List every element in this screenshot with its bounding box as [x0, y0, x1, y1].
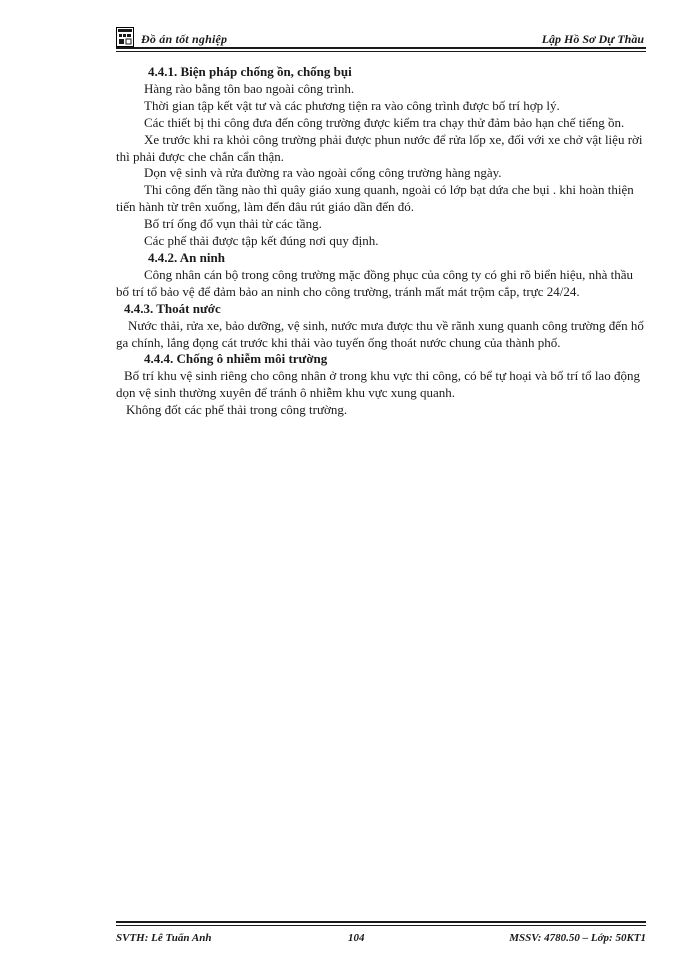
- page-body: [116, 64, 646, 419]
- footer-rule-thin: [116, 925, 646, 926]
- section-heading-4-4-2: 4.4.2. An ninh: [148, 249, 225, 265]
- footer-student-id: MSSV: 4780.50 – Lớp: 50KT1: [509, 932, 646, 944]
- header-rule-thin: [116, 51, 646, 52]
- paragraph: Hàng rào bằng tôn bao ngoài công trình.: [144, 80, 355, 96]
- footer-rule: [116, 921, 646, 923]
- paragraph: Không đốt các phế thải trong công trường.: [126, 402, 348, 418]
- page-number: 104: [348, 932, 365, 944]
- header-title-left: Đồ án tốt nghiệp: [141, 32, 228, 46]
- paragraph: Các phế thải được tập kết đúng nơi quy định.: [144, 233, 379, 249]
- section-heading-4-4-1: 4.4.1. Biện pháp chống ồn, chống bụi: [148, 64, 352, 79]
- section-heading-4-4-3: 4.4.3. Thoát nước: [124, 300, 221, 316]
- paragraph: Xe trước khi ra khỏi công trường phải được phun nước để rửa lốp xe, đối với xe chở vật liệu rời thì phải được che chắn cẩn thận.: [116, 131, 643, 164]
- footer-author: SVTH: Lê Tuấn Anh: [116, 932, 212, 944]
- paragraph: Bố trí khu vệ sinh riêng cho công nhân ở trong khu vực thi công, có bể tự hoại và bố trí tổ lao động dọn vệ sinh thường xuyên để tránh ô nhiễm khu vực xung quanh.: [116, 368, 640, 401]
- paragraph: Thi công đến tầng nào thì quây giáo xung quanh, ngoài có lớp bạt dứa che bụi . khi hoàn thiện tiến hành từ trên xuống, làm đến đâu rút giáo dần đến đó.: [116, 182, 634, 215]
- paragraph: Nước thải, rửa xe, bảo dưỡng, vệ sinh, nước mưa được thu về rãnh xung quanh công trường đến hố ga chính, lắng đọng cát trước khi thải vào tuyến ống thoát nước chung của thành phố.: [116, 317, 644, 350]
- paragraph: Công nhân cán bộ trong công trường mặc đồng phục của công ty có ghi rõ biển hiệu, nhà thầu bố trí tổ bảo vệ để đảm bảo an ninh cho công trường, tránh mất mát trộm cắp, trực 24/24.: [116, 266, 634, 299]
- paragraph: Các thiết bị thi công đưa đến công trường được kiểm tra chạy thử đảm bảo hạn chế tiếng ồn.: [144, 114, 625, 130]
- paragraph: Bố trí ống đổ vụn thải từ các tầng.: [144, 216, 322, 232]
- section-heading-4-4-4: 4.4.4. Chống ô nhiễm môi trường: [144, 351, 328, 367]
- header-rule: [116, 47, 646, 49]
- paragraph: Thời gian tập kết vật tư và các phương tiện ra vào công trình được bố trí hợp lý.: [144, 97, 560, 113]
- paragraph: Dọn vệ sinh và rửa đường ra vào ngoài cổng công trường hàng ngày.: [144, 165, 502, 181]
- header-title-right: Lập Hồ Sơ Dự Thầu: [541, 32, 644, 46]
- university-logo-icon: [116, 27, 134, 47]
